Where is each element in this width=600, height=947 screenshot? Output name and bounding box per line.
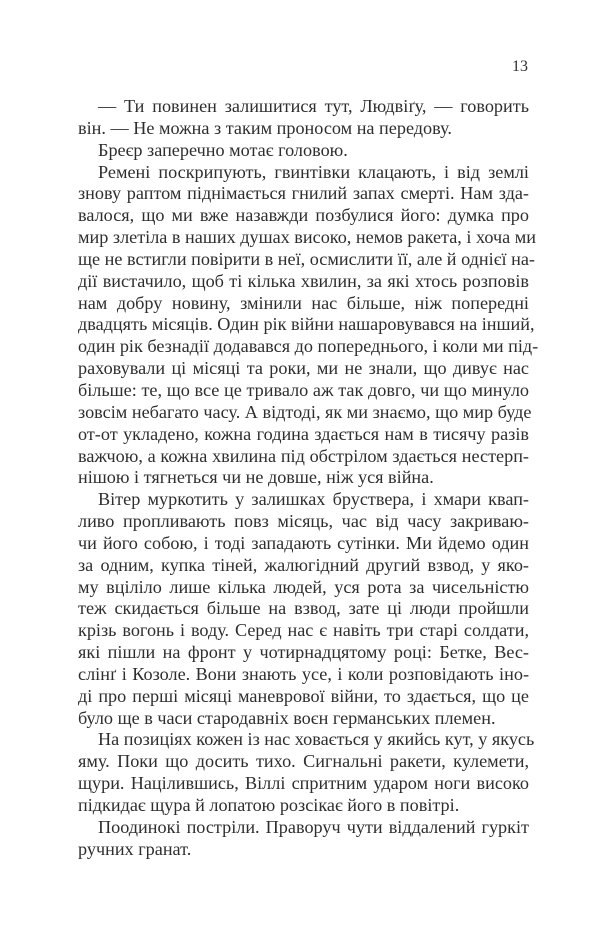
text-line: раховували ці місяці та роки, ми не знали, що дивує нас [78, 358, 529, 379]
text-line: більше: те, що все це тривало аж так довго, чи що минуло [78, 379, 529, 400]
text-line: нішою і тягнеться чи не довше, ніж уся війна. [78, 467, 434, 488]
paragraph [78, 96, 529, 140]
text-line: ді про перші місяці маневрової війни, то здається, що це [78, 685, 529, 706]
text-line: На позиціях кожен із нас ховається у якийсь кут, у якусь [98, 729, 535, 750]
text-line: один рік безнадії додавався до попереднього, і коли ми під- [78, 336, 539, 357]
text-line: які пішли на фронт у чотирнадцятому році: Бетке, Вес- [78, 642, 529, 663]
text-line: двадцять місяців. Один рік війни нашаровувався на інший, [78, 314, 535, 335]
body-text [78, 96, 539, 861]
text-line: чи його собою, і тоді западають сутінки. Ми йдемо один [78, 532, 529, 553]
text-line: нам добру новину, змінили нас більше, ніж попередні [78, 292, 529, 313]
text-line: Бреєр заперечно мотає головою. [98, 139, 348, 160]
text-line: мир злетіла в наших душах високо, немов ракета, і хоча ми [78, 227, 537, 248]
text-line: теж скидається більше на взвод, зате ці люди пройшли [78, 598, 529, 619]
text-line: ще не встигли повірити в неї, осмислити її, але й однієї на- [78, 248, 535, 269]
text-line: крізь вогонь і воду. Серед нас є навіть три старі солдати, [78, 620, 529, 641]
paragraph [78, 729, 535, 816]
paragraph [78, 140, 529, 162]
text-line: він. — Не можна з таким проносом на передову. [78, 117, 452, 138]
text-line: Вітер муркотить у залишках бруствера, і хмари квап- [98, 489, 529, 510]
paragraph [78, 161, 539, 490]
text-line: му вціліло лише кілька людей, уся рота за чисельністю [78, 576, 529, 597]
text-line: Ремені поскрипують, гвинтівки клацають, і від землі [98, 161, 529, 182]
text-line: важчою, а кожна хвилина під обстрілом здається нестерп- [78, 445, 529, 466]
text-line: — Ти повинен залишитися тут, Людвіґу, — говорить [98, 96, 529, 116]
text-line: валося, що ми вже назавжди позбулися його: думка про [78, 205, 529, 226]
text-line: зовсім небагато часу. А відтоді, як ми знаємо, що мир буде [78, 401, 532, 422]
text-line: ливо пропливають повз місяць, час від часу закриваю- [78, 511, 529, 532]
paragraph [78, 817, 529, 861]
page-number: 13 [512, 58, 528, 75]
text-line: ручних гранат. [78, 838, 192, 859]
text-line: підкидає щура й лопатою розсікає його в повітрі. [78, 795, 460, 815]
text-line: щури. Націлившись, Віллі спритним ударом ноги високо [78, 773, 529, 794]
text-line: Поодинокі постріли. Праворуч чути віддалений гуркіт [98, 816, 529, 837]
paragraph [78, 489, 529, 729]
text-line: от-от укладено, кожна година здається нам в тисячу разів [78, 423, 529, 444]
text-line: яму. Поки що досить тихо. Сигнальні ракети, кулемети, [78, 751, 529, 772]
text-line: дії вистачило, щоб ті кілька хвилин, за які хтось розповів [78, 270, 529, 291]
text-line: слінґ і Козоле. Вони знають усе, і коли розповідають іно- [78, 663, 529, 684]
text-line: за одним, купка тіней, жалюгідний другий взвод, у яко- [78, 554, 529, 575]
text-line: було ще в часи стародавніх воєн германських племен. [78, 707, 496, 728]
text-line: знову раптом піднімається гнилий запах смерті. Нам зда- [78, 183, 529, 204]
